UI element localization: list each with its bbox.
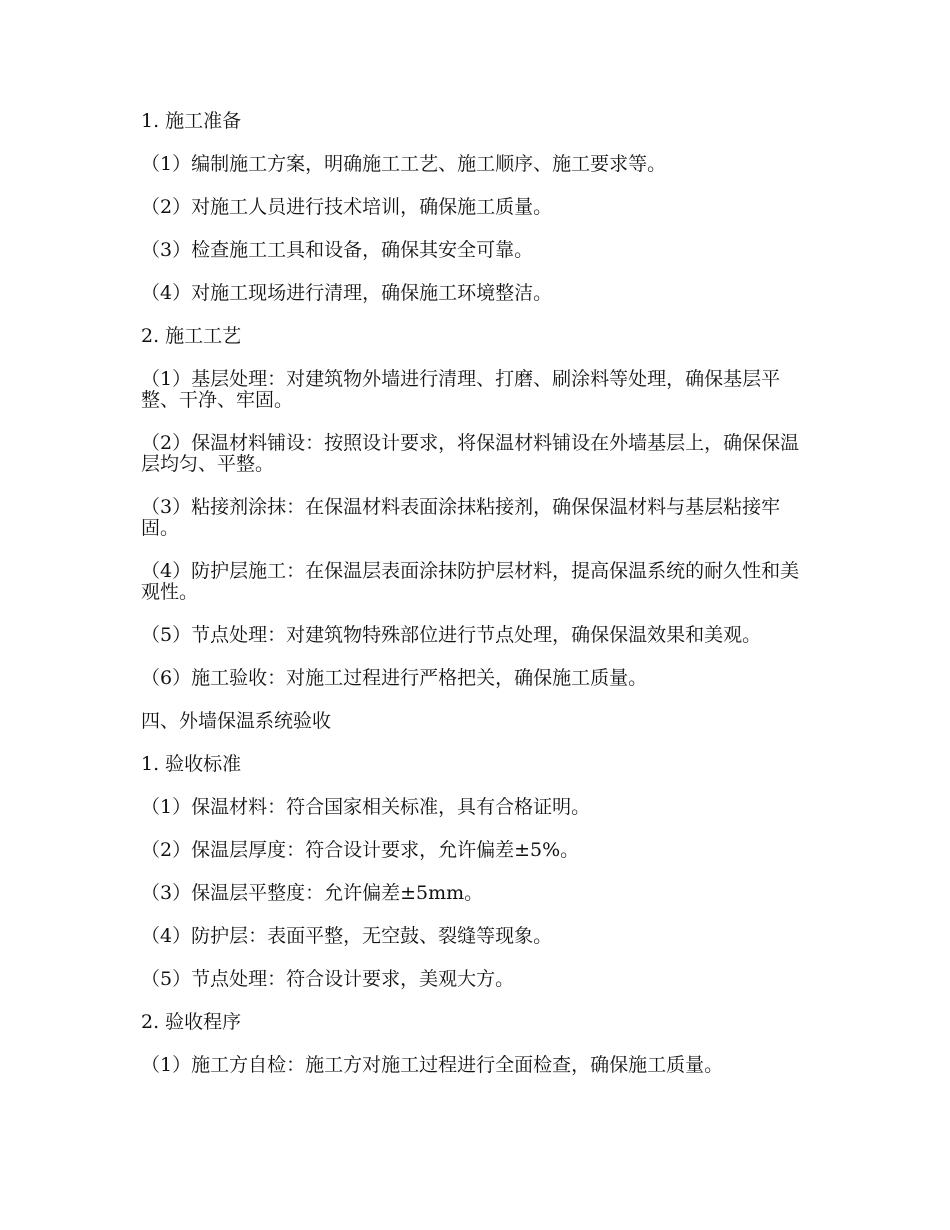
list-item: （4）防护层：表面平整，无空鼓、裂缝等现象。: [141, 925, 553, 947]
list-item: （5）节点处理：对建筑物特殊部位进行节点处理，确保保温效果和美观。: [141, 624, 762, 646]
list-item: （1）编制施工方案，明确施工工艺、施工顺序、施工要求等。: [141, 153, 667, 175]
list-item: （3）粘接剂涂抹：在保温材料表面涂抹粘接剂，确保保温材料与基层粘接牢固。: [141, 496, 781, 539]
heading-acceptance-standards: 1. 验收标准: [141, 753, 242, 775]
list-item: （3）保温层平整度：允许偏差±5mm。: [141, 882, 484, 904]
heading-acceptance-procedure: 2. 验收程序: [141, 1011, 242, 1033]
list-item: （5）节点处理：符合设计要求，美观大方。: [141, 968, 515, 990]
list-item: （3）检查施工工具和设备，确保其安全可靠。: [141, 239, 534, 261]
list-item: （4）对施工现场进行清理，确保施工环境整洁。: [141, 282, 553, 304]
list-item: （1）基层处理：对建筑物外墙进行清理、打磨、刷涂料等处理，确保基层平整、干净、牢固。: [141, 368, 781, 411]
list-item: （1）施工方自检：施工方对施工过程进行全面检查，确保施工质量。: [141, 1054, 724, 1076]
list-item: （2）对施工人员进行技术培训，确保施工质量。: [141, 196, 553, 218]
heading-construction-process: 2. 施工工艺: [141, 325, 242, 347]
heading-construction-preparation: 1. 施工准备: [141, 110, 242, 132]
section-heading-acceptance: 四、外墙保温系统验收: [141, 710, 332, 732]
list-item: （1）保温材料：符合国家相关标准，具有合格证明。: [141, 796, 591, 818]
document-body: [141, 111, 809, 1076]
list-item: （4）防护层施工：在保温层表面涂抹防护层材料，提高保温系统的耐久性和美观性。: [141, 560, 800, 603]
list-item: （2）保温层厚度：符合设计要求，允许偏差±5%。: [141, 839, 580, 861]
list-item: （2）保温材料铺设：按照设计要求，将保温材料铺设在外墙基层上，确保保温层均匀、平整。: [141, 432, 800, 475]
list-item: （6）施工验收：对施工过程进行严格把关，确保施工质量。: [141, 667, 648, 689]
